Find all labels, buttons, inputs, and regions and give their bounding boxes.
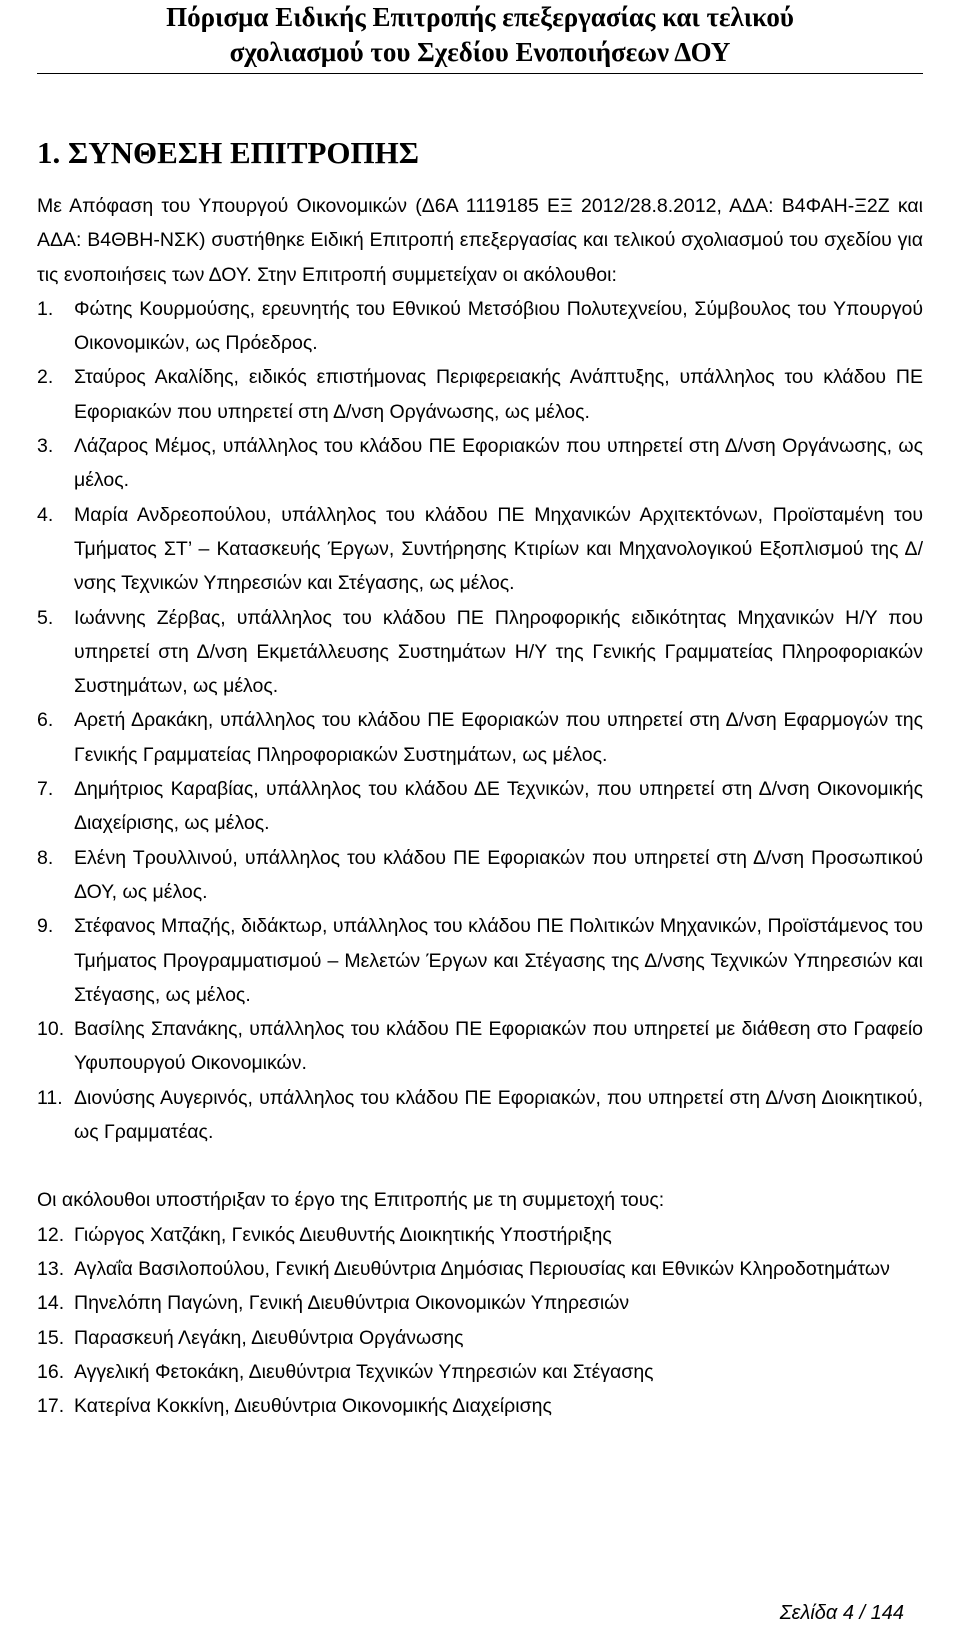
- committee-members-list: [37, 292, 923, 1149]
- item-text: Ελένη Τρουλλινού, υπάλληλος του κλάδου ΠΕ Εφοριακών που υπηρετεί στη Δ/νση Προσωπικού ΔΟΥ, ως μέλος.: [74, 846, 923, 903]
- list-item: [37, 772, 923, 841]
- item-text: Αγγελική Φετοκάκη, Διευθύντρια Τεχνικών Υπηρεσιών και Στέγασης: [74, 1360, 654, 1383]
- item-text: Διονύσης Αυγερινός, υπάλληλος του κλάδου ΠΕ Εφοριακών, που υπηρετεί στη Δ/νση Διοικητικού, ως Γραμματέας.: [74, 1086, 923, 1144]
- item-number: 15.: [37, 1326, 65, 1349]
- intro-paragraph: Με Απόφαση του Υπουργού Οικονομικών (Δ6Α 1119185 ΕΞ 2012/28.8.2012, ΑΔΑ: Β4ΦΑΗ-Ξ2Ζ και ΑΔΑ: Β4ΘΒΗ-ΝΣΚ) συστήθηκε Ειδική Επιτροπή επεξεργασίας και τελικού σχολιασμού του σχεδίου για τις ενοποιήσεις των ΔΟΥ. Στην Επιτροπή συμμετείχαν οι ακόλουθοι:: [37, 195, 923, 286]
- item-text: Κατερίνα Κοκκίνη, Διευθύντρια Οικονομικής Διαχείρισης: [74, 1395, 552, 1418]
- item-text: Αγλαΐα Βασιλοπούλου, Γενική Διευθύντρια Δημόσιας Περιουσίας και Εθνικών Κληροδοτημάτων: [74, 1257, 890, 1280]
- item-text: Παρασκευή Λεγάκη, Διευθύντρια Οργάνωσης: [74, 1326, 464, 1349]
- supporters-list: [37, 1218, 923, 1424]
- item-number: 10.: [37, 1018, 65, 1041]
- page-number: Σελίδα 4 / 144: [779, 1602, 904, 1624]
- item-number: 16.: [37, 1360, 65, 1383]
- item-text: Στέφανος Μπαζής, διδάκτωρ, υπάλληλος του κλάδου ΠΕ Πολιτικών Μηχανικών, Προϊστάμενος του Τμήματος Προγραμματισμού – Μελετών Έργων και Στέγασης της Δ/νσης Τεχνικών Υπηρεσιών και Στέγασης, ως μέλος.: [74, 915, 923, 1006]
- item-text: Σταύρος Ακαλίδης, ειδικός επιστήμονας Περιφερειακής Ανάπτυξης, υπάλληλος του κλάδου ΠΕ Εφοριακών που υπηρετεί στη Δ/νση Οργάνωσης, ως μέλος.: [74, 366, 923, 423]
- item-number: 14.: [37, 1292, 65, 1315]
- list-item: [37, 909, 923, 1012]
- item-number: 1.: [37, 297, 54, 320]
- list-item: [37, 292, 923, 361]
- item-number: 7.: [37, 778, 54, 801]
- item-text: Μαρία Ανδρεοπούλου, υπάλληλος του κλάδου ΠΕ Μηχανικών Αρχιτεκτόνων, Προϊσταμένη του Τμήματος ΣΤ’ – Κατασκευής Έργων, Συντήρησης Κτιρίων και Μηχανολογικού Εξοπλισμού της Δ/νσης Τεχνικών Υπηρεσιών και Στέγασης, ως μέλος.: [74, 503, 923, 595]
- item-text: Αρετή Δρακάκη, υπάλληλος του κλάδου ΠΕ Εφοριακών που υπηρετεί στη Δ/νση Εφαρμογών της Γενικής Γραμματείας Πληροφοριακών Συστημάτων, ως μέλος.: [74, 709, 923, 766]
- item-number: 11.: [37, 1086, 63, 1109]
- list-item: [37, 601, 923, 704]
- section-title: 1. ΣΥΝΘΕΣΗ ΕΠΙΤΡΟΠΗΣ: [37, 135, 420, 170]
- item-number: 17.: [37, 1395, 65, 1418]
- list-item: [37, 1218, 923, 1252]
- item-number: 9.: [37, 915, 54, 938]
- item-number: 13.: [37, 1257, 65, 1280]
- list-item: [37, 1355, 923, 1389]
- item-text: Δημήτριος Καραβίας, υπάλληλος του κλάδου ΔΕ Τεχνικών, που υπηρετεί στη Δ/νση Οικονομικής Διαχείρισης, ως μέλος.: [74, 778, 923, 835]
- item-number: 12.: [37, 1223, 65, 1246]
- document-body: [37, 189, 923, 1423]
- item-text: Ιωάννης Ζέρβας, υπάλληλος του κλάδου ΠΕ Πληροφορικής ειδικότητας Μηχανικών Η/Υ που υπηρετεί στη Δ/νση Εκμετάλλευσης Συστημάτων Η/Υ της Γενικής Γραμματείας Πληροφοριακών Συστημάτων, ως μέλος.: [74, 606, 923, 698]
- support-intro-paragraph: Οι ακόλουθοι υποστήριξαν το έργο της Επιτροπής με τη συμμετοχή τους:: [37, 1189, 665, 1212]
- item-text: Φώτης Κουρμούσης, ερευνητής του Εθνικού Μετσόβιου Πολυτεχνείου, Σύμβουλος του Υπουργού Οικονομικών, ως Πρόεδρος.: [74, 297, 923, 355]
- item-number: 2.: [37, 366, 54, 389]
- list-item: [37, 703, 923, 772]
- item-number: 6.: [37, 709, 54, 732]
- header-divider: [37, 73, 923, 74]
- list-item: [37, 1286, 923, 1320]
- item-number: 5.: [37, 606, 54, 629]
- document-header: [0, 0, 960, 70]
- item-text: Λάζαρος Μέμος, υπάλληλος του κλάδου ΠΕ Εφοριακών που υπηρετεί στη Δ/νση Οργάνωσης, ως μέλος.: [74, 435, 923, 492]
- list-item: [37, 1252, 923, 1286]
- list-item: [37, 360, 923, 429]
- item-text: Πηνελόπη Παγώνη, Γενική Διευθύντρια Οικονομικών Υπηρεσιών: [74, 1292, 630, 1315]
- list-item: [37, 1012, 923, 1081]
- item-number: 8.: [37, 846, 54, 869]
- item-text: Γιώργος Χατζάκη, Γενικός Διευθυντής Διοικητικής Υποστήριξης: [74, 1223, 612, 1246]
- list-item: [37, 429, 923, 498]
- list-item: [37, 1321, 923, 1355]
- list-item: [37, 498, 923, 601]
- list-item: [37, 1389, 923, 1423]
- list-item: [37, 1081, 923, 1150]
- item-number: 3.: [37, 435, 54, 458]
- header-title-line-1: Πόρισμα Ειδικής Επιτροπής επεξεργασίας και τελικού: [166, 2, 794, 32]
- item-text: Βασίλης Σπανάκης, υπάλληλος του κλάδου ΠΕ Εφοριακών που υπηρετεί με διάθεση στο Γραφείο Υφυπουργού Οικονομικών.: [74, 1018, 923, 1075]
- list-item: [37, 841, 923, 910]
- header-title-line-2: σχολιασμού του Σχεδίου Ενοποιήσεων ΔΟΥ: [229, 37, 731, 67]
- item-number: 4.: [37, 503, 54, 526]
